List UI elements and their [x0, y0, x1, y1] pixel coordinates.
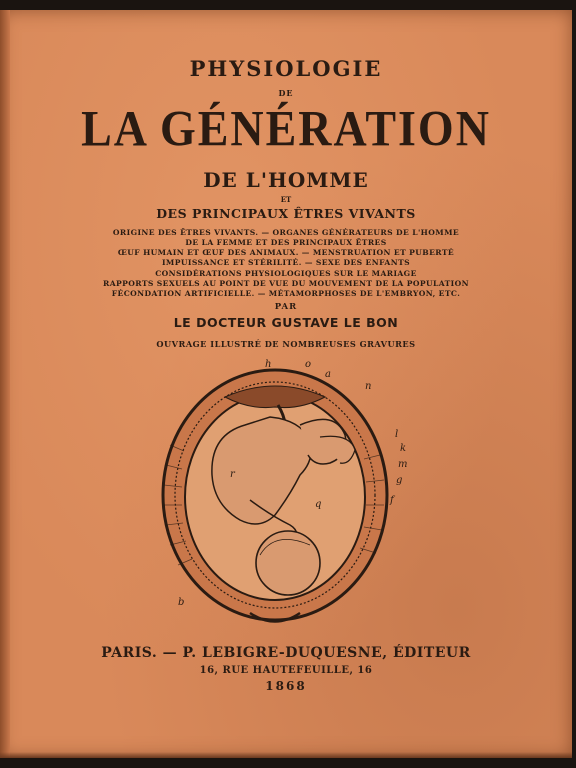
- summary-line: ORIGINE DES ÊTRES VIVANTS. — ORGANES GÉNÉRATEURS DE L'HOMME: [112, 228, 460, 237]
- title-de-lhomme: DE L'HOMME: [203, 168, 369, 192]
- by-label: PAR: [274, 302, 298, 312]
- figure-label: l: [395, 429, 399, 440]
- summary-line: CONSIDÉRATIONS PHYSIOLOGIQUES SUR LE MARIAGE: [155, 269, 417, 278]
- figure-label: r: [230, 469, 235, 480]
- fetus-head: [256, 531, 320, 595]
- illustration-note: OUVRAGE ILLUSTRÉ DE NOMBREUSES GRAVURES: [156, 339, 416, 349]
- figure-label: f: [390, 495, 394, 506]
- title-physiologie: PHYSIOLOGIE: [189, 56, 383, 81]
- summary-line: RAPPORTS SEXUELS AU POINT DE VUE DU MOUVEMENT DE LA POPULATION: [103, 279, 469, 288]
- figure-label: k: [400, 443, 407, 454]
- summary-line: ŒUF HUMAIN ET ŒUF DES ANIMAUX. — MENSTRUATION ET PUBERTÉ: [117, 248, 455, 257]
- summary-line: IMPUISSANCE ET STÉRILITÉ. — SEXE DES ENFANTS: [161, 258, 410, 267]
- title-de: DE: [278, 88, 294, 98]
- figure-label: a: [325, 369, 331, 380]
- publisher: PARIS. — P. LEBIGRE-DUQUESNE, ÉDITEUR: [101, 645, 471, 661]
- title-page: [0, 10, 572, 758]
- figure-label: h: [265, 359, 272, 370]
- title-et: ET: [280, 195, 292, 204]
- publication-year: 1868: [265, 679, 307, 693]
- author: LE DOCTEUR GUSTAVE LE BON: [173, 315, 399, 330]
- figure-label: q: [315, 499, 322, 510]
- figure-label: g: [396, 475, 403, 486]
- figure-label: o: [305, 359, 312, 370]
- figure-label: n: [365, 381, 372, 392]
- summary-line: DE LA FEMME ET DES PRINCIPAUX ÊTRES: [185, 238, 387, 247]
- figure-label: m: [398, 459, 408, 470]
- figure-label: b: [178, 597, 185, 608]
- publisher-address: 16, RUE HAUTEFEUILLE, 16: [199, 665, 373, 676]
- uterus-engraving: [150, 355, 410, 625]
- summary-line: FÉCONDATION ARTIFICIELLE. — MÉTAMORPHOSES DE L'EMBRYON, ETC.: [111, 289, 461, 298]
- page-edge: [0, 752, 572, 758]
- main-title: LA GÉNÉRATION: [81, 100, 491, 157]
- subtitle: DES PRINCIPAUX ÊTRES VIVANTS: [156, 206, 416, 221]
